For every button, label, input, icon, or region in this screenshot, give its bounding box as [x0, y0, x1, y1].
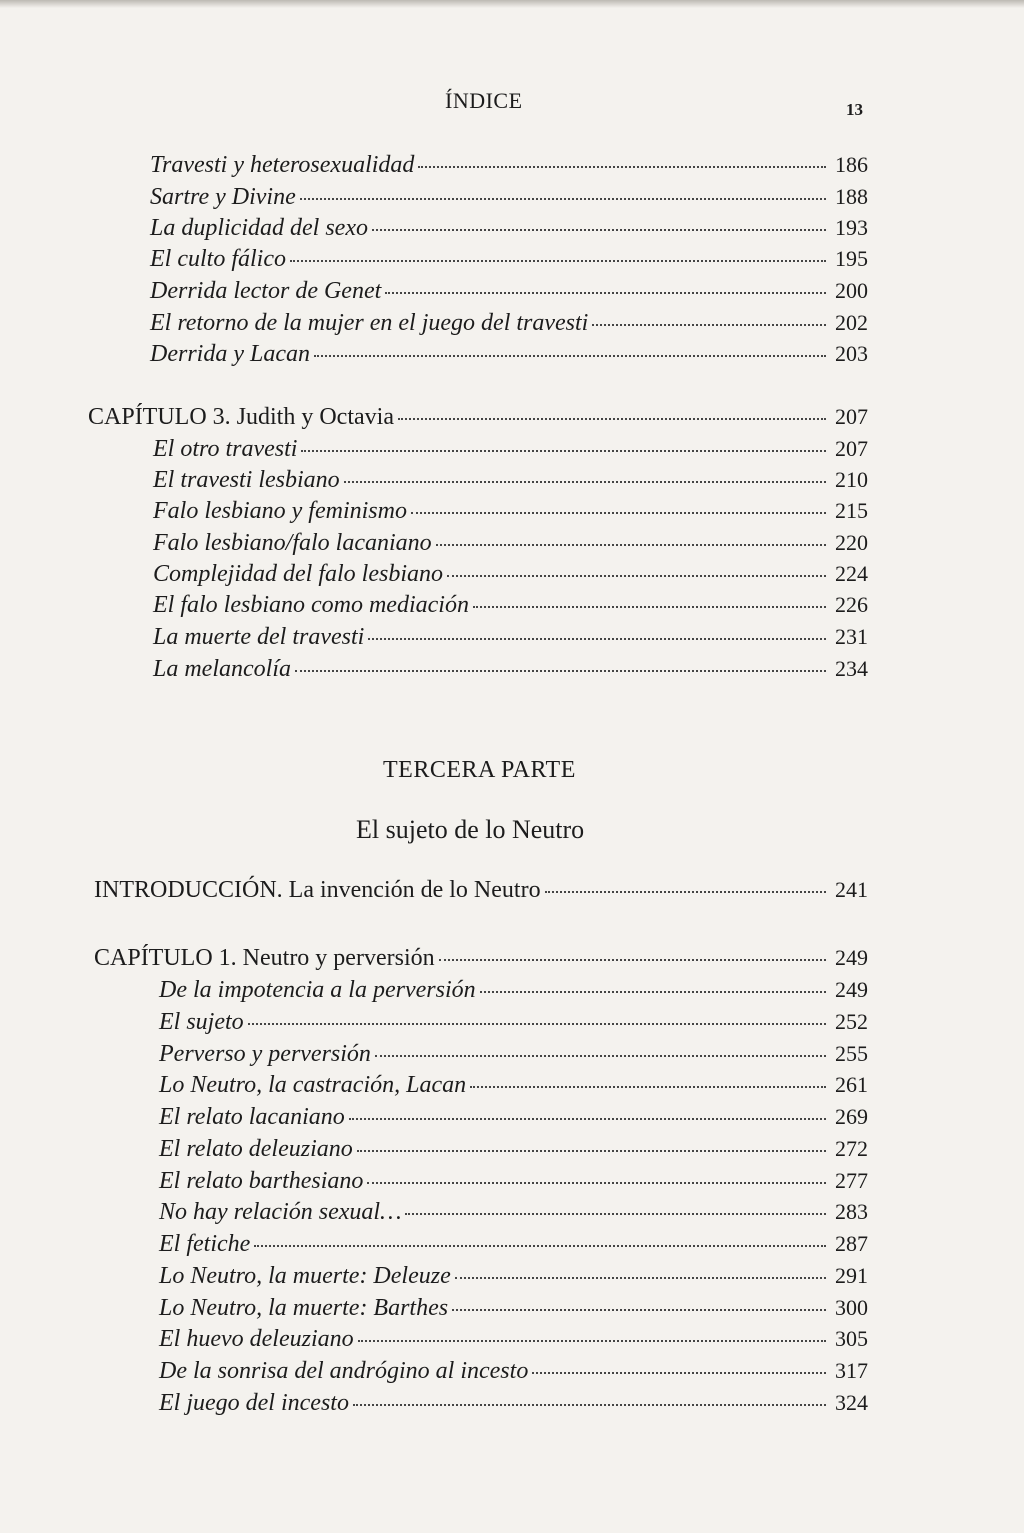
- toc-subentry: [150, 341, 868, 368]
- dot-leader: [248, 1023, 826, 1025]
- toc-entry-title: El fetiche: [159, 1231, 251, 1257]
- toc-entry-title: Derrida lector de Genet: [150, 278, 382, 304]
- toc-subentry: [150, 246, 868, 273]
- toc-entry-title: El relato deleuziano: [159, 1136, 353, 1162]
- toc-entry-page: 291: [835, 1263, 868, 1288]
- toc-entry-page: 317: [835, 1358, 868, 1383]
- toc-entry-title: La muerte del travesti: [153, 624, 365, 650]
- toc-entry-title: La melancolía: [153, 656, 291, 682]
- toc-entry-title: El otro travesti: [153, 436, 298, 462]
- toc-entry-title: De la sonrisa del andrógino al incesto: [159, 1358, 529, 1384]
- dot-leader: [254, 1245, 826, 1247]
- toc-subentry: [159, 1009, 868, 1036]
- toc-subentry: [153, 624, 868, 651]
- dot-leader: [357, 1150, 826, 1152]
- toc-entry-title: El sujeto: [159, 1009, 244, 1035]
- toc-subentry: [150, 310, 868, 337]
- toc-entry-title: No hay relación sexual…: [159, 1199, 402, 1225]
- dot-leader: [300, 198, 826, 200]
- toc-entry-title: La duplicidad del sexo: [150, 215, 368, 241]
- toc-entry-title: Travesti y heterosexualidad: [150, 152, 415, 178]
- toc-subentry: [153, 498, 868, 525]
- toc-entry-title: De la impotencia a la perversión: [159, 977, 476, 1003]
- toc-subentry: [159, 1358, 868, 1385]
- toc-entry-page: 300: [835, 1295, 868, 1320]
- toc-entry-title: CAPÍTULO 1. Neutro y perversión: [94, 945, 435, 971]
- toc-entry-page: 215: [835, 498, 868, 523]
- toc-subentry: [153, 530, 868, 557]
- dot-leader: [592, 324, 826, 326]
- toc-entry-page: 261: [835, 1072, 868, 1097]
- dot-leader: [344, 481, 826, 483]
- toc-subentry: [159, 1072, 868, 1099]
- toc-entry-page: 203: [835, 341, 868, 366]
- part-subtitle: El sujeto de lo Neutro: [356, 815, 585, 844]
- toc-entry-page: 305: [835, 1326, 868, 1351]
- toc-subentry: [159, 1041, 868, 1068]
- toc-subentry: [153, 592, 868, 619]
- dot-leader: [480, 991, 826, 993]
- dot-leader: [455, 1277, 826, 1279]
- toc-entry-page: 200: [835, 278, 868, 303]
- dot-leader: [368, 638, 826, 640]
- toc-entry-page: 277: [835, 1168, 868, 1193]
- toc-entry-page: 210: [835, 467, 868, 492]
- toc-entry-title: El retorno de la mujer en el juego del travesti: [150, 310, 589, 336]
- toc-entry-title: Falo lesbiano y feminismo: [153, 498, 407, 524]
- dot-leader: [436, 544, 826, 546]
- dot-leader: [452, 1309, 826, 1311]
- toc-entry-title: Lo Neutro, la castración, Lacan: [159, 1072, 467, 1098]
- toc-entry-page: 207: [835, 404, 868, 429]
- toc-entry-page: 252: [835, 1009, 868, 1034]
- toc-entry-title: El falo lesbiano como mediación: [153, 592, 469, 618]
- dot-leader: [314, 355, 826, 357]
- toc-entry-page: 193: [835, 215, 868, 240]
- toc-entry-title: El relato barthesiano: [159, 1168, 364, 1194]
- toc-subentry: [159, 1263, 868, 1290]
- page-edge-shadow: [0, 0, 1024, 8]
- dot-leader: [411, 512, 826, 514]
- dot-leader: [532, 1372, 826, 1374]
- page-number: 13: [846, 100, 863, 119]
- toc-entry-page: 255: [835, 1041, 868, 1066]
- toc-entry-title: El juego del incesto: [159, 1390, 349, 1416]
- toc-entry-page: 188: [835, 184, 868, 209]
- dot-leader: [385, 292, 826, 294]
- toc-subentry: [150, 184, 868, 211]
- toc-entry-page: 249: [835, 977, 868, 1002]
- toc-subentry: [159, 1326, 868, 1353]
- toc-subentry: [153, 561, 868, 588]
- toc-subentry: [159, 977, 868, 1004]
- toc-subentry: [150, 152, 868, 179]
- toc-entry-page: 226: [835, 592, 868, 617]
- part-title: TERCERA PARTE: [383, 757, 576, 783]
- toc-subentry: [153, 436, 868, 463]
- toc-subentry: [153, 467, 868, 494]
- toc-entry-page: 186: [835, 152, 868, 177]
- dot-leader: [295, 670, 826, 672]
- dot-leader: [439, 959, 826, 961]
- dot-leader: [301, 450, 826, 452]
- toc-entry-page: 231: [835, 624, 868, 649]
- toc-entry-page: 224: [835, 561, 868, 586]
- toc-subentry: [159, 1136, 868, 1163]
- running-header: ÍNDICE: [445, 88, 523, 113]
- toc-entry-title: El relato lacaniano: [159, 1104, 345, 1130]
- toc-chapter-entry: [88, 404, 868, 431]
- dot-leader: [418, 166, 826, 168]
- toc-entry-page: 202: [835, 310, 868, 335]
- dot-leader: [358, 1340, 826, 1342]
- toc-entry-title: CAPÍTULO 3. Judith y Octavia: [88, 404, 394, 430]
- dot-leader: [367, 1182, 826, 1184]
- toc-subentry: [150, 278, 868, 305]
- toc-subentry: [159, 1231, 868, 1258]
- toc-entry-page: 207: [835, 436, 868, 461]
- toc-subentry: [159, 1104, 868, 1131]
- toc-subentry: [159, 1390, 868, 1417]
- toc-entry-title: Lo Neutro, la muerte: Barthes: [159, 1295, 449, 1321]
- toc-entry-title: Falo lesbiano/falo lacaniano: [153, 530, 432, 556]
- dot-leader: [473, 606, 826, 608]
- toc-subentry: [159, 1199, 868, 1226]
- dot-leader: [375, 1055, 826, 1057]
- dot-leader: [353, 1404, 826, 1406]
- toc-chapter-entry: [94, 945, 868, 972]
- toc-entry-title: El culto fálico: [150, 246, 286, 272]
- toc-subentry: [153, 656, 868, 683]
- toc-subentry: [150, 215, 868, 242]
- dot-leader: [372, 229, 826, 231]
- toc-entry-page: 249: [835, 945, 868, 970]
- toc-subentry: [159, 1295, 868, 1322]
- toc-entry-page: 269: [835, 1104, 868, 1129]
- dot-leader: [398, 418, 826, 420]
- toc-entry-page: 220: [835, 530, 868, 555]
- toc-entry-title: Lo Neutro, la muerte: Deleuze: [159, 1263, 451, 1289]
- toc-entry-title: El huevo deleuziano: [159, 1326, 354, 1352]
- toc-entry-title: Derrida y Lacan: [150, 341, 310, 367]
- toc-entry-page: 241: [835, 877, 868, 902]
- toc-introduction-entry: [94, 877, 868, 904]
- toc-entry-title: El travesti lesbiano: [153, 467, 340, 493]
- toc-subentry: [159, 1168, 868, 1195]
- dot-leader: [349, 1118, 826, 1120]
- toc-entry-title: Sartre y Divine: [150, 184, 296, 210]
- toc-entry-page: 287: [835, 1231, 868, 1256]
- toc-entry-title: INTRODUCCIÓN. La invención de lo Neutro: [94, 877, 541, 903]
- toc-entry-page: 195: [835, 246, 868, 271]
- toc-entry-page: 324: [835, 1390, 868, 1415]
- dot-leader: [545, 891, 826, 893]
- dot-leader: [470, 1086, 826, 1088]
- toc-entry-page: 283: [835, 1199, 868, 1224]
- toc-entry-page: 272: [835, 1136, 868, 1161]
- toc-entry-title: Complejidad del falo lesbiano: [153, 561, 443, 587]
- toc-entry-page: 234: [835, 656, 868, 681]
- dot-leader: [405, 1213, 826, 1215]
- dot-leader: [290, 260, 826, 262]
- toc-entry-title: Perverso y perversión: [159, 1041, 371, 1067]
- dot-leader: [447, 575, 826, 577]
